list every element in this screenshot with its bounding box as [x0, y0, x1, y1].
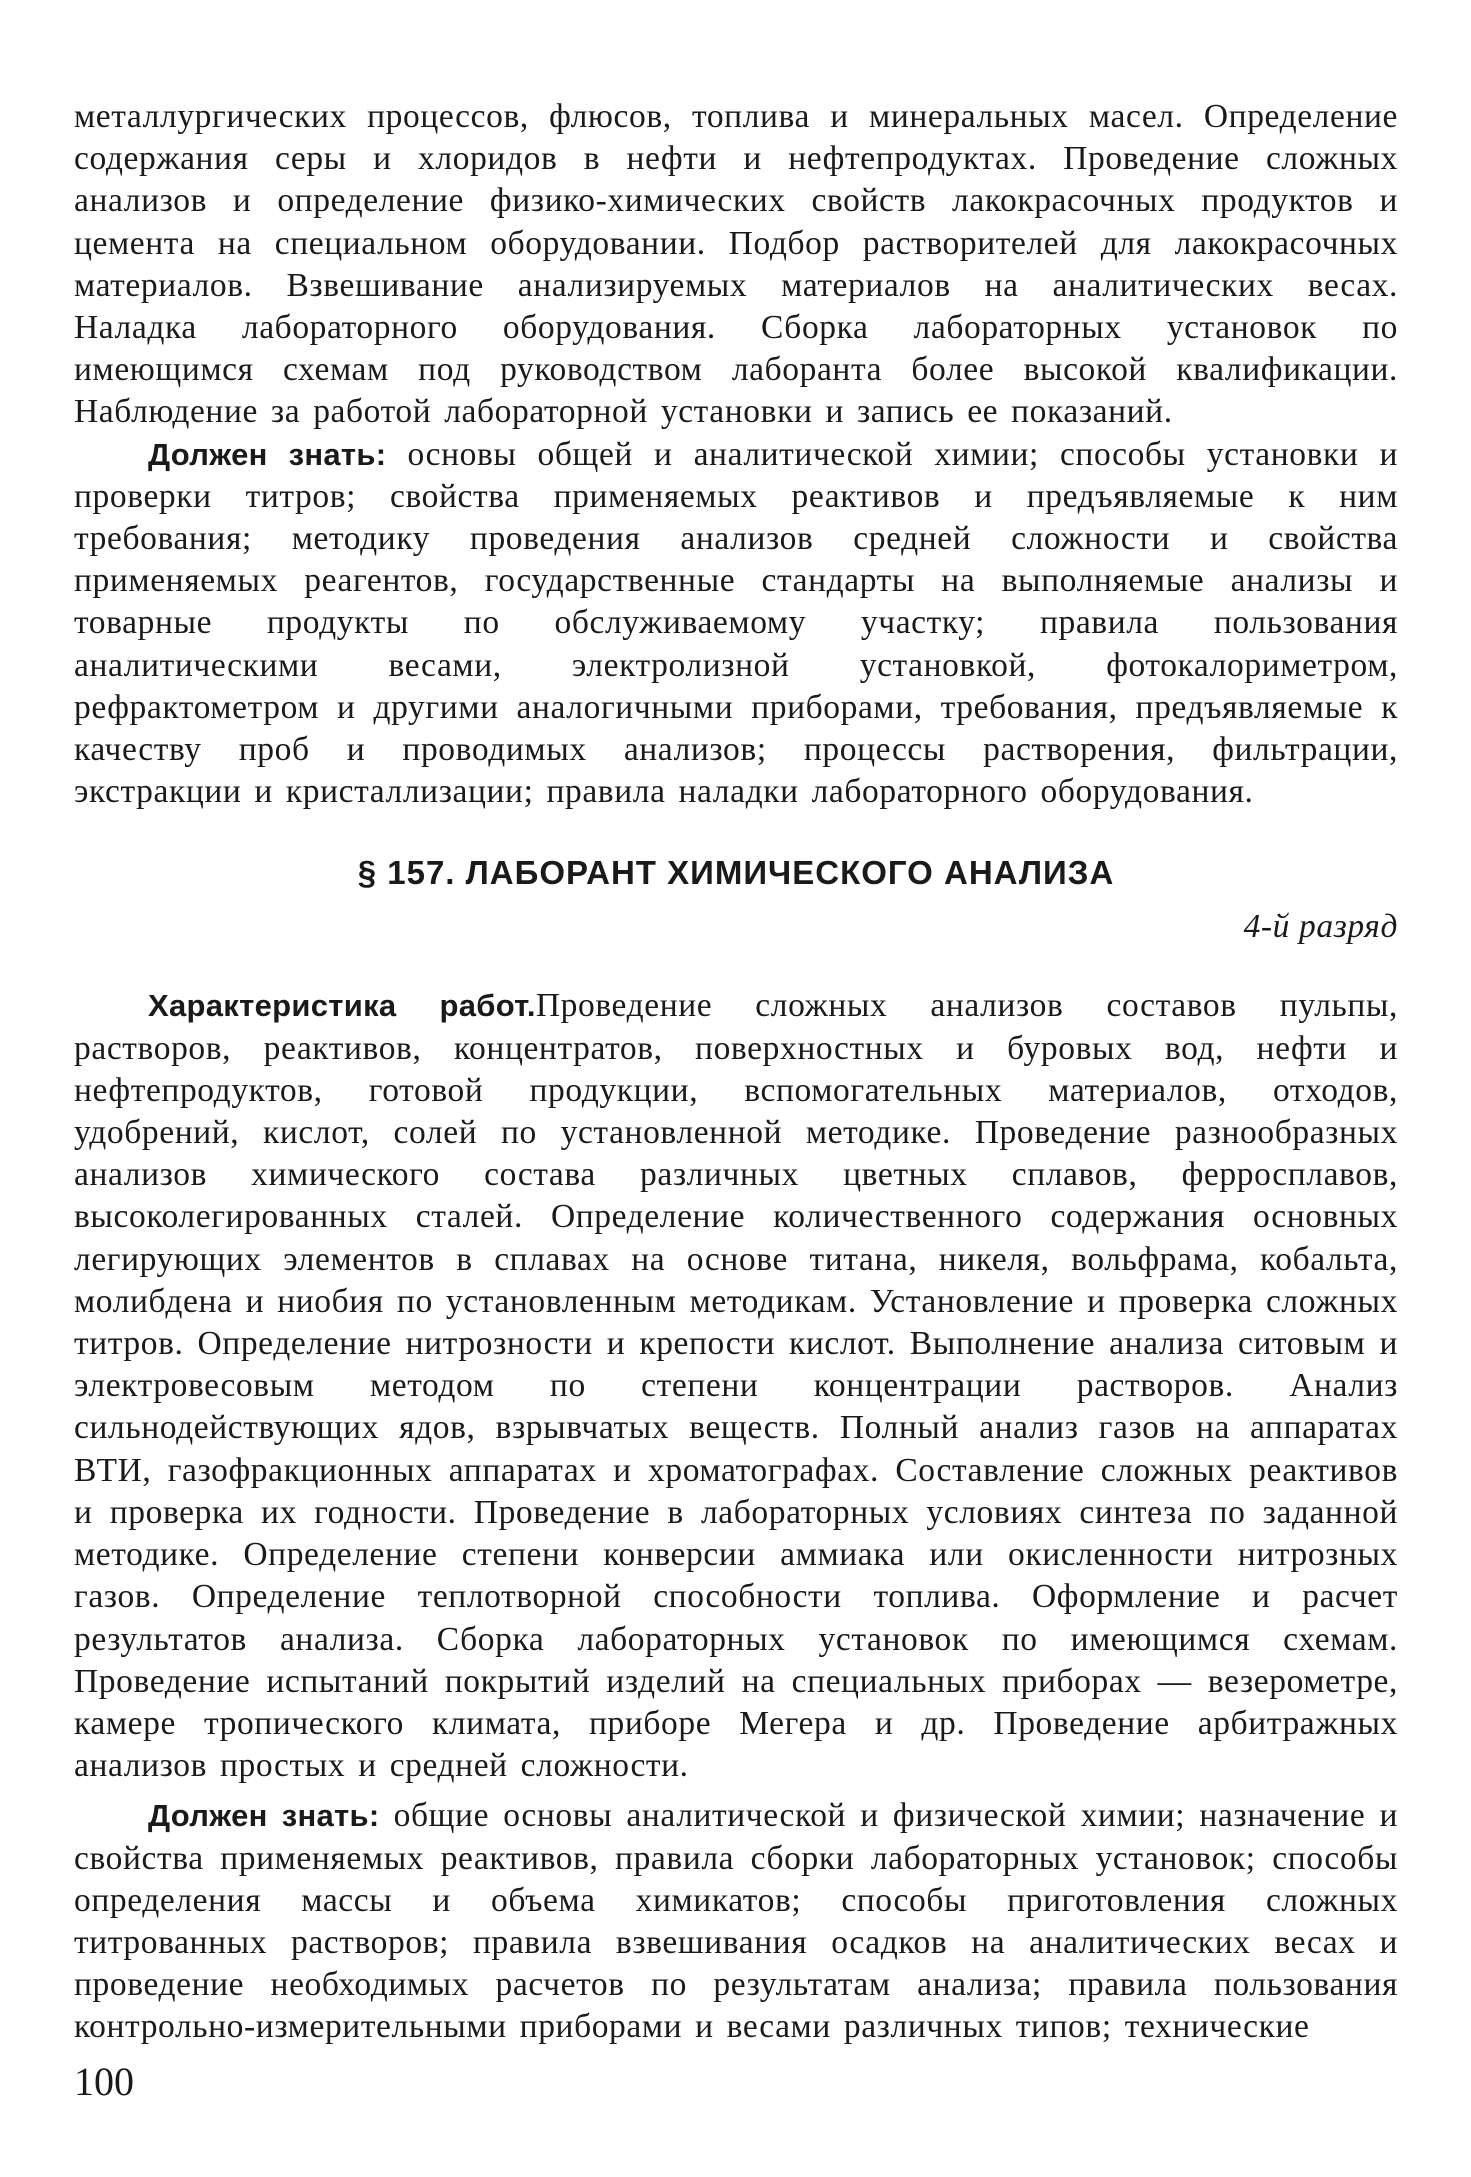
characteristics-lead: Характеристика работ. [148, 988, 536, 1024]
knowledge-text-2: общие основы аналитической и физической химии; назначение и свойства применяемых реактивов, правила сборки лабораторных установок; способы определения массы и объема химикатов; способы приготовления сложных титрованных растворов; правила взвешивания осадков на аналитических весах и проведение необходимых расчетов по результатам анализа; правила пользования контрольно-измерительными приборами и весами различных типов; технические [74, 1797, 1398, 2046]
grade-label: 4-й разряд [1243, 908, 1398, 946]
continued-paragraph-text: металлургических процессов, флюсов, топлива и минеральных масел. Определение содержания серы и хлоридов в нефти и нефтепродуктах. Проведение сложных анализов и определение физико-химических свойств лакокрасочных продуктов и цемента на специальном оборудовании. Подбор растворителей для лакокрасочных материалов. Взвешивание анализируемых материалов на аналитических весах. Наладка лабораторного оборудования. Сборка лабораторных установок по имеющимся схемам под руководством лаборанта более высокой квалификации. Наблюдение за работой лабораторной установки и запись ее показаний. [74, 98, 1398, 431]
section-heading: § 157. ЛАБОРАНТ ХИМИЧЕСКОГО АНАЛИЗА [357, 854, 1115, 892]
knowledge-lead-2: Должен знать: [148, 1798, 380, 1834]
page-number: 100 [74, 2059, 134, 2104]
knowledge-text-1: основы общей и аналитической химии; способы установки и проверки титров; свойства применяемых реактивов и предъявляемые к ним требования; методику проведения анализов средней сложности и свойства применяемых реагентов, государственные стандарты на выполняемые анализы и товарные продукты по обслуживаемому участку; правила пользования аналитическими весами, электролизной установкой, фотокалориметром, рефрактометром и другими аналогичными приборами, требования, предъявляемые к качеству проб и проводимых анализов; процессы растворения, фильтрации, экстракции и кристаллизации; правила наладки лабораторного оборудования. [74, 435, 1398, 811]
knowledge-paragraph-2 [74, 1795, 1398, 2048]
page-body [74, 96, 1398, 2049]
characteristics-text: Проведение сложных анализов составов пульпы, растворов, реактивов, концентратов, поверхностных и буровых вод, нефти и нефтепродуктов, готовой продукции, вспомогательных материалов, отходов, удобрений, кислот, солей по установленной методике. Проведение разнообразных анализов химического состава различных цветных сплавов, ферросплавов, высоколегированных сталей. Определение количественного содержания основных легирующих элементов в сплавах на основе титана, никеля, вольфрама, кобальта, молибдена и ниобия по установленным методикам. Установление и проверка сложных титров. Определение нитрозности и крепости кислот. Выполнение анализа ситовым и электровесовым методом по степени концентрации растворов. Анализ сильнодействующих ядов, взрывчатых веществ. Полный анализ газов на аппаратах ВТИ, газофракционных аппаратах и хроматографах. Составление сложных реактивов и проверка их годности. Проведение в лабораторных условиях синтеза по заданной методике. Определение степени конверсии аммиака или окисленности нитрозных газов. Определение теплотворной способности топлива. Оформление и расчет результатов анализа. Сборка лабораторных установок по имеющимся схемам. Проведение испытаний покрытий изделий на специальных приборах — везерометре, камере тропического климата, приборе Мегера и др. Проведение арбитражных анализов простых и средней сложности. [74, 987, 1398, 1785]
characteristics-paragraph [74, 985, 1398, 1787]
continued-paragraph [74, 96, 1398, 434]
knowledge-paragraph-1 [74, 434, 1398, 814]
knowledge-lead-1: Должен знать: [148, 436, 387, 472]
